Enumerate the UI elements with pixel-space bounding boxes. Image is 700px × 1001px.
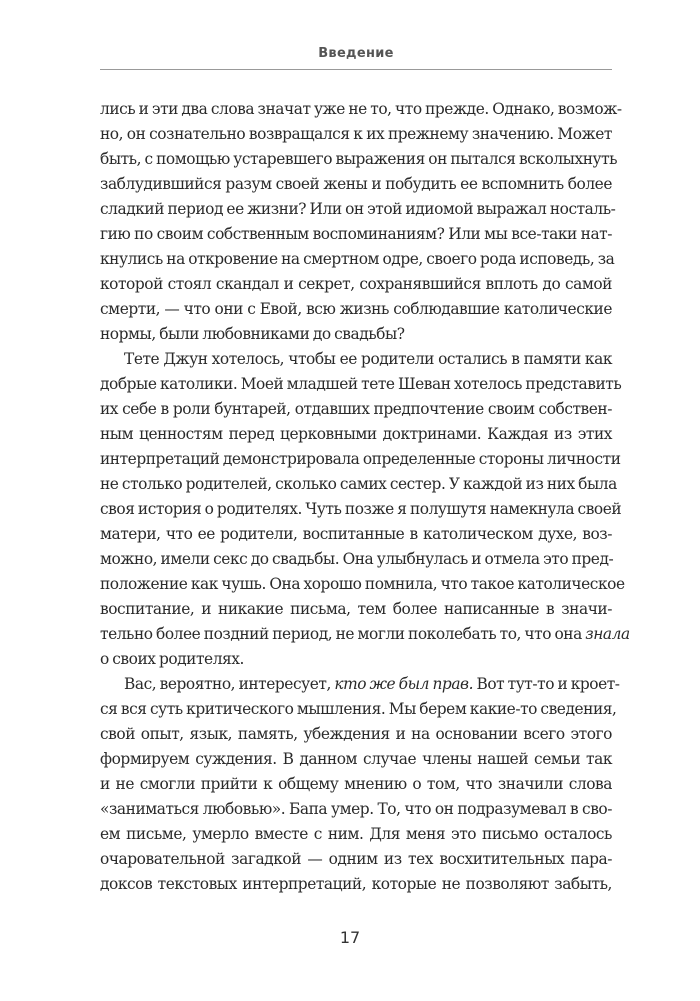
text-line: [100, 172, 612, 197]
text-segment: положение как чушь. Она хорошо помнила, что такое католическое: [100, 575, 625, 593]
text-segment: матери, что ее родители, воспитанные в католическом духе, воз-: [100, 525, 612, 543]
text-line: [100, 197, 616, 222]
text-line: [100, 697, 617, 722]
text-segment: можно, имели секс до свадьбы. Она улыбнулась и отмела это пред-: [100, 550, 614, 568]
text-line: [100, 272, 612, 297]
text-segment: Вас, вероятно, интересует,: [124, 675, 335, 693]
text-segment: которой стоял скандал и секрет, сохранявшийся вплоть до самой: [100, 275, 612, 293]
text-line: [100, 447, 621, 472]
text-segment: быть, с помощью устаревшего выражения он пытался всколыхнуть: [100, 150, 618, 168]
text-segment: лись и эти два слова значат уже не то, что прежде. Однако, возмож-: [100, 100, 622, 118]
text-segment: очаровательной загадкой — одним из тех восхитительных пара-: [100, 850, 612, 868]
text-segment: своя история о родителях. Чуть позже я полушутя намекнула своей: [100, 500, 622, 518]
text-line: [100, 547, 612, 572]
text-line: [100, 747, 612, 772]
text-segment: заблудившийся разум своей жены и побудить ее вспомнить более: [100, 175, 612, 193]
text-line: [100, 847, 612, 872]
text-line: [100, 347, 612, 372]
text-line: [100, 97, 622, 122]
text-line: [100, 522, 612, 547]
text-line: [100, 297, 612, 322]
text-segment: о своих родителях.: [100, 650, 244, 668]
text-line: [100, 797, 612, 822]
paragraph: [100, 672, 620, 897]
page-number: 17: [339, 928, 361, 947]
text-segment: воспитание, и никакие письма, тем более написанные в значи-: [100, 600, 612, 618]
text-line: [100, 672, 620, 697]
text-line: [100, 822, 612, 847]
text-line: [100, 597, 612, 622]
header-rule: [100, 69, 612, 70]
text-line: [100, 322, 612, 347]
text-segment: ем письме, умерло вместе с ним. Для меня это письмо осталось: [100, 825, 612, 843]
text-segment: формируем суждения. В данном случае члены нашей семьи так: [100, 750, 612, 768]
text-line: [100, 247, 615, 272]
text-line: [100, 572, 625, 597]
text-segment: но, он сознательно возвращался к их прежнему значению. Может: [100, 125, 612, 143]
text-line: [100, 222, 612, 247]
text-segment: кнулись на откровение на смертном одре, своего рода исповедь, за: [100, 250, 615, 268]
text-line: [100, 122, 612, 147]
text-line: [100, 622, 630, 647]
text-line: [100, 422, 612, 447]
text-segment: Вот тут-то и кроет-: [473, 675, 620, 693]
text-line: [100, 872, 612, 897]
text-segment: доксов текстовых интерпретаций, которые не позволяют забыть,: [100, 875, 612, 893]
text-segment: сладкий период ее жизни? Или он этой идиомой выражал носталь-: [100, 200, 616, 218]
text-segment: смерти, — что они с Евой, всю жизнь соблюдавшие католические: [100, 300, 612, 318]
text-segment: ся вся суть критического мышления. Мы берем какие-то сведения,: [100, 700, 617, 718]
italic-text: знала: [585, 625, 630, 643]
running-header: Введение: [318, 46, 394, 61]
paragraph: [100, 97, 622, 347]
text-segment: и не смогли прийти к общему мнению о том, что значили слова: [100, 775, 612, 793]
body-text: [100, 97, 630, 897]
text-line: [100, 722, 612, 747]
text-segment: интерпретаций демонстрировала определенные стороны личности: [100, 450, 621, 468]
text-segment: не столько родителей, сколько самих сестер. У каждой из них была: [100, 475, 617, 493]
text-line: [100, 372, 622, 397]
text-line: [100, 772, 612, 797]
text-segment: Тете Джун хотелось, чтобы ее родители остались в памяти как: [124, 350, 612, 368]
text-segment: их себе в роли бунтарей, отдавших предпочтение своим собствен-: [100, 400, 612, 418]
text-segment: нормы, были любовниками до свадьбы?: [100, 325, 405, 343]
text-line: [100, 497, 622, 522]
text-line: [100, 647, 612, 672]
text-segment: тельно более поздний период, не могли поколебать то, что она: [100, 625, 586, 643]
text-line: [100, 147, 618, 172]
text-segment: ным ценностям перед церковными доктринами. Каждая из этих: [100, 425, 612, 443]
text-segment: «заниматься любовью». Бапа умер. То, что он подразумевал в сво-: [100, 800, 612, 818]
text-segment: добрые католики. Моей младшей тете Шеван хотелось представить: [100, 375, 622, 393]
text-segment: свой опыт, язык, память, убеждения и на основании всего этого: [100, 725, 612, 743]
text-segment: гию по своим собственным воспоминаниям? Или мы все-таки нат-: [100, 225, 612, 243]
text-line: [100, 397, 612, 422]
italic-text: кто же был прав.: [334, 675, 474, 693]
text-line: [100, 472, 617, 497]
paragraph: [100, 347, 630, 672]
